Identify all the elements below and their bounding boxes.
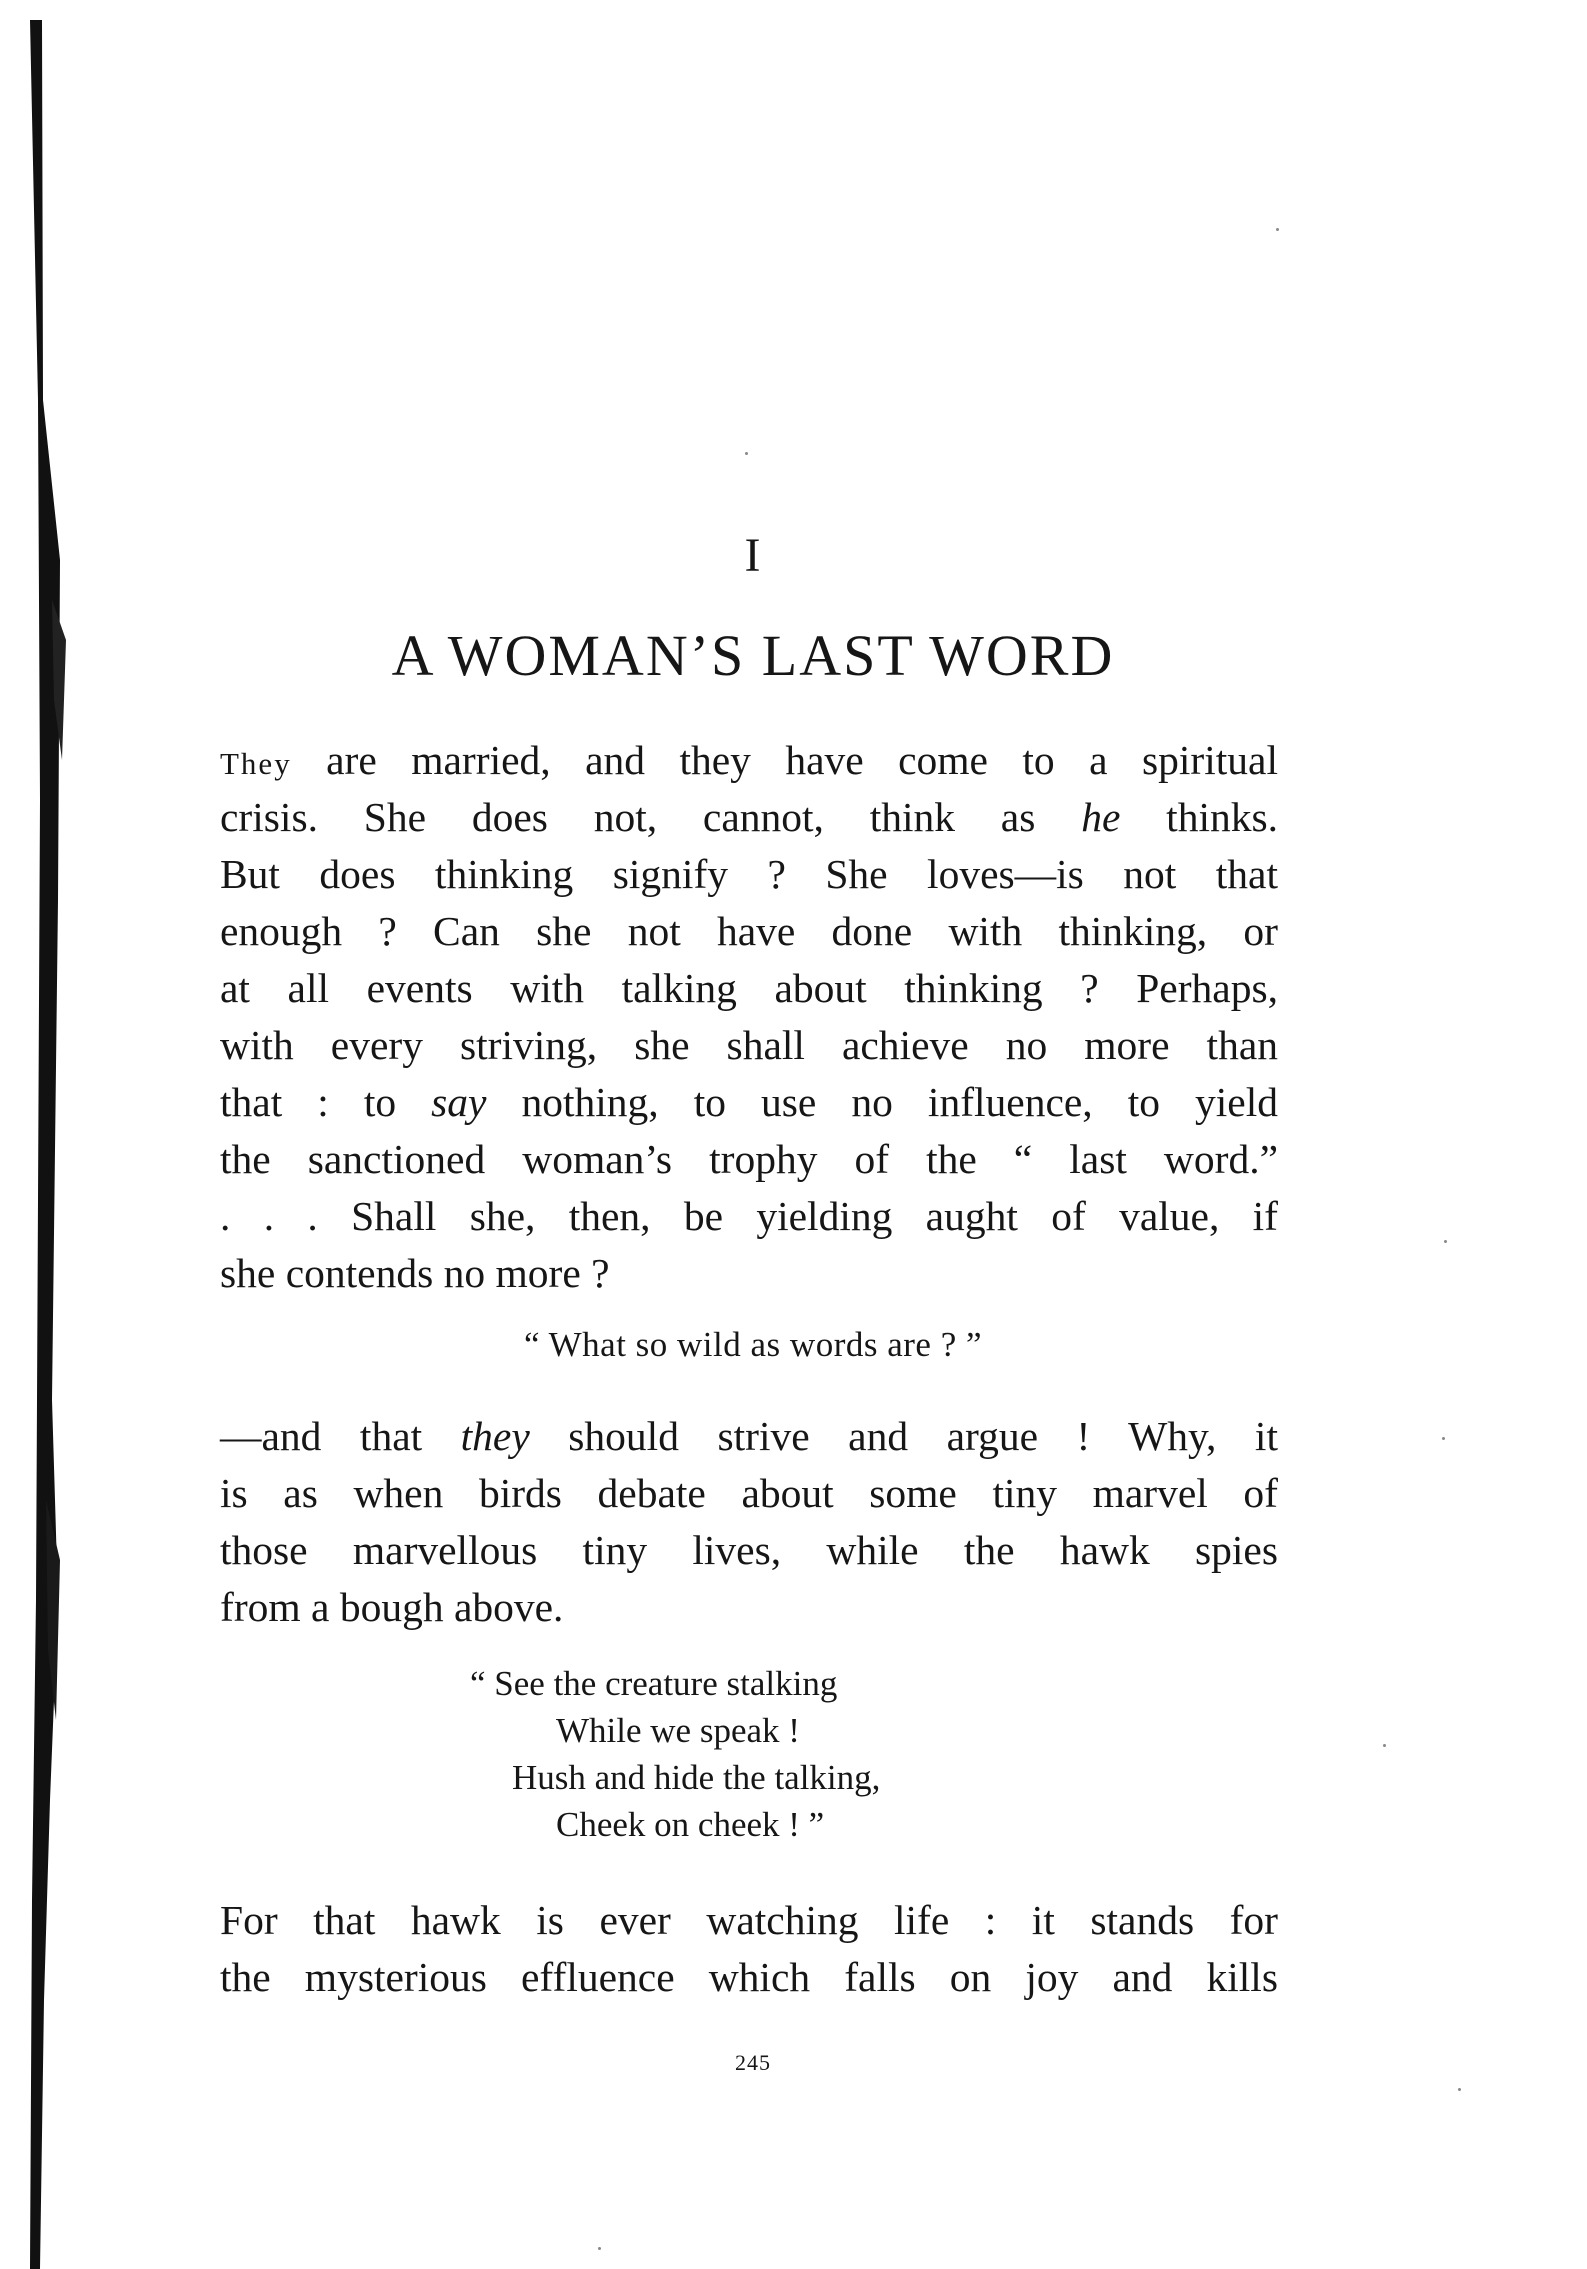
text-line: those marvellous tiny lives, while the hawk spies bbox=[220, 1527, 1278, 1573]
text-line: is as when birds debate about some tiny marvel of bbox=[220, 1470, 1278, 1516]
text-line: . . . Shall she, then, be yielding aught of value, if bbox=[220, 1193, 1278, 1239]
text-line: —and that they should strive and argue ! Why, it bbox=[220, 1413, 1278, 1459]
verse-line: Cheek on cheek ! ” bbox=[556, 1805, 825, 1844]
emphasis: say bbox=[431, 1079, 487, 1125]
emphasis: he bbox=[1081, 794, 1121, 840]
paper-speck bbox=[598, 2247, 601, 2250]
text-line: the mysterious effluence which falls on joy and kills bbox=[220, 1954, 1278, 2000]
paper-speck bbox=[745, 452, 748, 455]
text-line: that : to say nothing, to use no influence, to yield bbox=[220, 1079, 1278, 1125]
emphasis: they bbox=[460, 1413, 530, 1459]
text-line: the sanctioned woman’s trophy of the “ last word.” bbox=[220, 1136, 1278, 1182]
paragraph-1 bbox=[220, 732, 1278, 1302]
verse-line: While we speak ! bbox=[556, 1711, 800, 1750]
text-line: But does thinking signify ? She loves—is not that bbox=[220, 851, 1278, 897]
text-line: at all events with talking about thinking ? Perhaps, bbox=[220, 965, 1278, 1011]
paragraph-3 bbox=[220, 1892, 1278, 2006]
text-line: For that hawk is ever watching life : it stands for bbox=[220, 1897, 1278, 1943]
text-line: They are married, and they have come to a spiritual bbox=[220, 737, 1278, 783]
small-caps-lead: They bbox=[220, 746, 292, 781]
verse-quotation bbox=[470, 1660, 880, 1848]
text-line: from a bough above. bbox=[220, 1584, 564, 1630]
text-line: enough ? Can she not have done with thinking, or bbox=[220, 908, 1278, 954]
chapter-numeral: I bbox=[744, 529, 762, 582]
paragraph-2 bbox=[220, 1408, 1278, 1636]
paper-speck bbox=[1444, 1240, 1447, 1243]
page-number: 245 bbox=[735, 2050, 771, 2075]
text-line: she contends no more ? bbox=[220, 1250, 610, 1296]
paper-speck bbox=[1383, 1744, 1386, 1747]
text-line: crisis. She does not, cannot, think as he thinks. bbox=[220, 794, 1278, 840]
paper-speck bbox=[1442, 1437, 1445, 1440]
text-line: with every striving, she shall achieve no more than bbox=[220, 1022, 1278, 1068]
quotation: “ What so wild as words are ? ” bbox=[523, 1325, 983, 1364]
verse-line: “ See the creature stalking bbox=[470, 1664, 838, 1703]
paper-speck bbox=[1276, 228, 1279, 231]
paper-speck bbox=[1458, 2088, 1461, 2091]
verse-line: Hush and hide the talking, bbox=[512, 1758, 881, 1797]
chapter-title: A WOMAN’S LAST WORD bbox=[391, 623, 1115, 688]
